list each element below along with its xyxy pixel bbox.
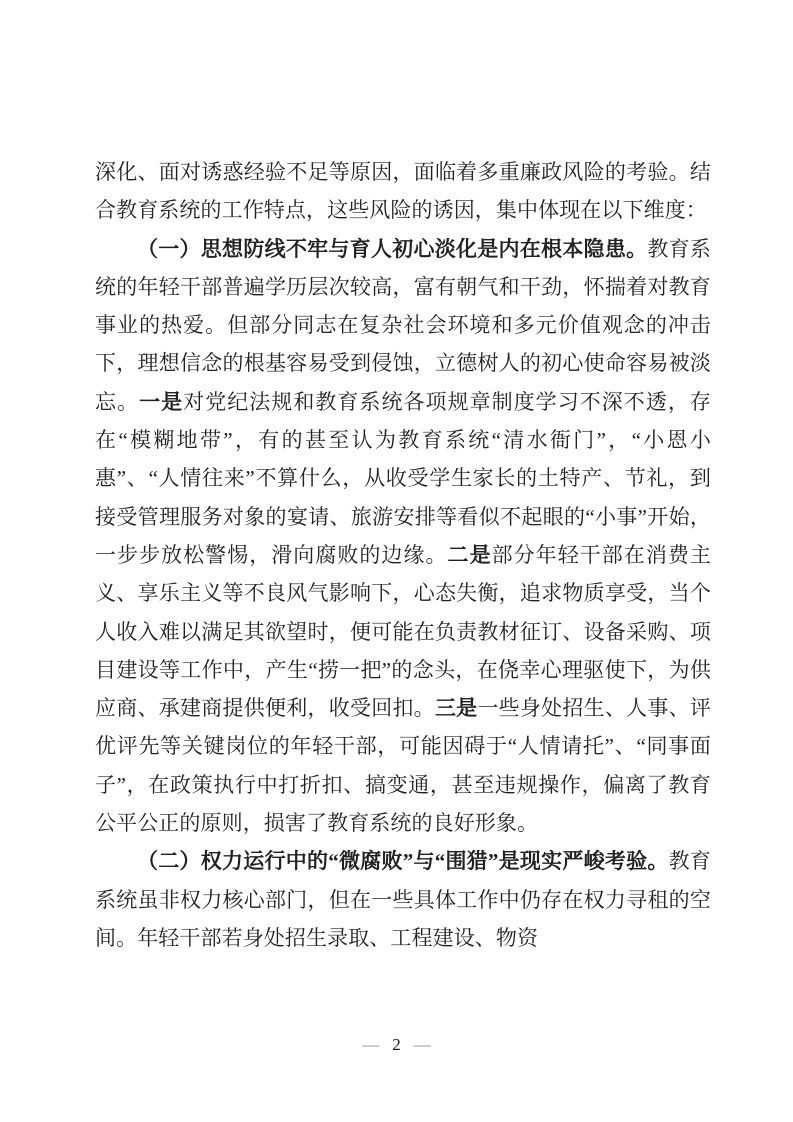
text-run: 一些身处招生、人事、评优评先等关键岗位的年轻干部，可能因碍于“人情请托”、“同事面子”，在政策执行中打折扣、搞变通，甚至违规操作，偏离了教育公平公正的原则，损害了教育系统的良好形象。 [95, 696, 711, 836]
text-run: 深化、面对诱惑经验不足等原因，面临着多重廉政风险的考验。结合教育系统的工作特点，这些风险的诱因，集中体现在以下维度： [95, 160, 711, 223]
paragraph [95, 842, 711, 957]
bold-text-run: （二）权力运行中的“微腐败”与“围猎”是现实严峻考验。 [137, 849, 669, 874]
text-run: 教育系统虽非权力核心部门，但在一些具体工作中仍存在权力寻租的空间。年轻干部若身处招生录取、工程建设、物资 [95, 849, 712, 950]
bold-text-run: 三是 [434, 696, 478, 721]
bold-text-run: （一）思想防线不牢与育人初心淡化是内在根本隐患。 [137, 236, 648, 261]
text-run: 教育系统的年轻干部普遍学历层次较高，富有朝气和干劲，怀揣着对教育事业的热爱。但部分同志在复杂社会环境和多元价值观念的冲击下，理想信念的根基容易受到侵蚀，立德树人的初心使命容易被淡忘。 [95, 236, 711, 414]
page-number-left-dash: — [362, 1035, 380, 1054]
paragraph [95, 230, 711, 843]
paragraph [95, 153, 711, 230]
page-footer [0, 1032, 793, 1058]
document-body [95, 153, 711, 957]
text-run: 部分年轻干部在消费主义、享乐主义等不良风气影响下，心态失衡，追求物质享受，当个人收入难以满足其欲望时，便可能在负责教材征订、设备采购、项目建设等工作中，产生“捞一把”的念头，在侥幸心理驱使下，为供应商、承建商提供便利，收受回扣。 [95, 542, 712, 721]
page-number: 2 [392, 1035, 401, 1054]
page-number-right-dash: — [413, 1035, 431, 1054]
bold-text-run: 二是 [447, 542, 492, 567]
bold-text-run: 一是 [139, 389, 184, 414]
text-run: 对党纪法规和教育系统各项规章制度学习不深不透，存在“模糊地带”，有的甚至认为教育系统“清水衙门”，“小恩小惠”、“人情往来”不算什么，从收受学生家长的土特产、节礼，到接受管理服务对象的宴请、旅游安排等看似不起眼的“小事”开始，一步步放松警惕，滑向腐败的边缘。 [95, 389, 712, 567]
